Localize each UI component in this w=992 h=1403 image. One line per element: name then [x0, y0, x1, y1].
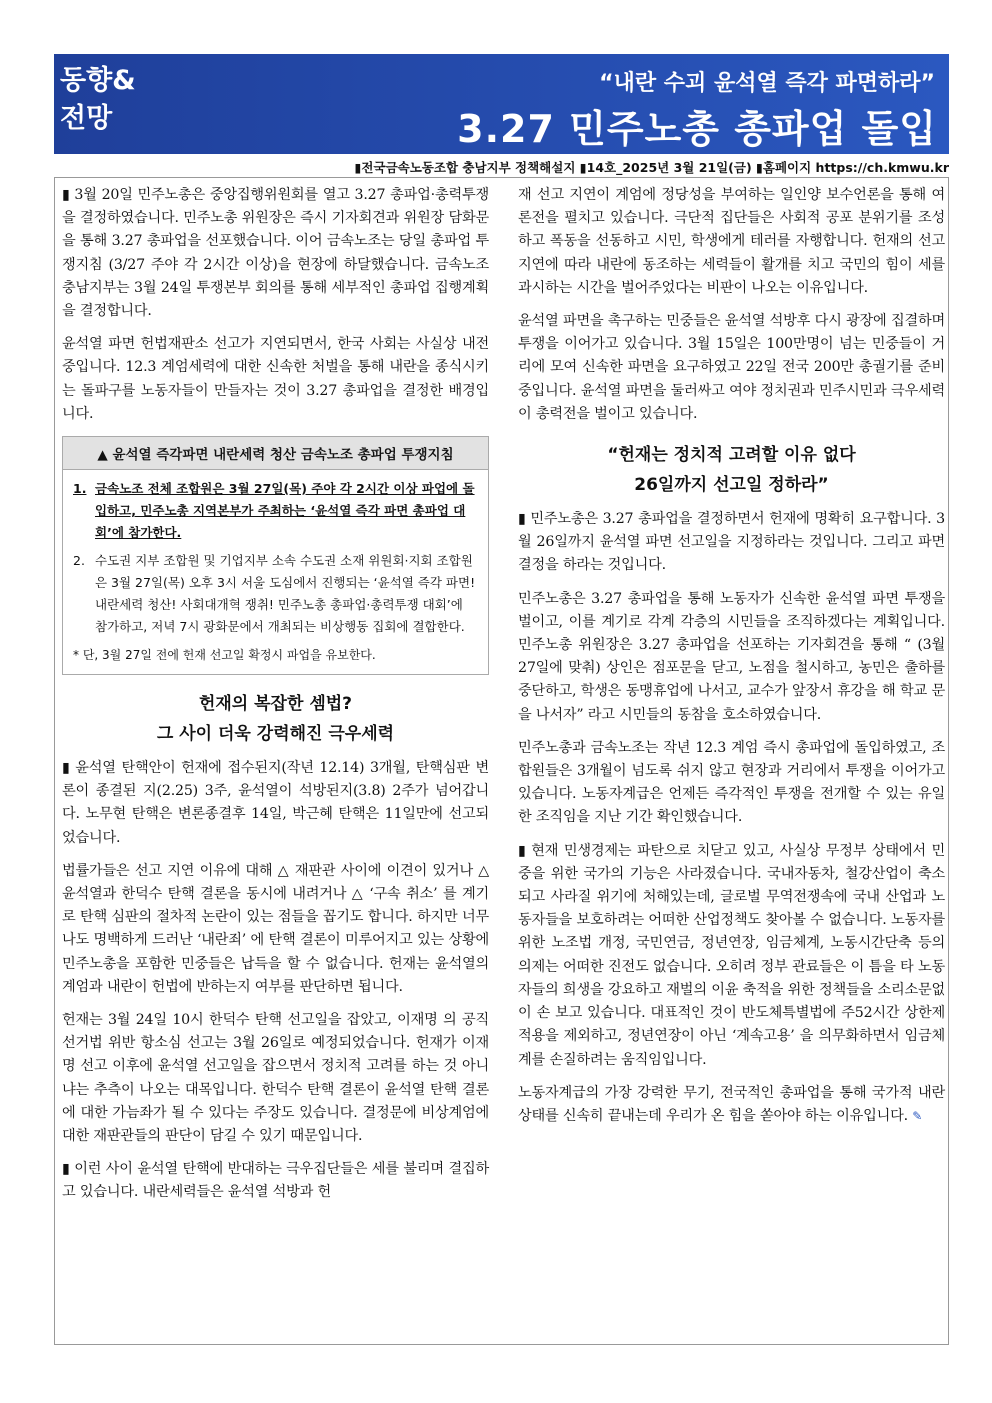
paragraph: 헌재는 3월 24일 10시 한덕수 탄핵 선고일을 잡았고, 이재명 의 공직선거법 위반 항소심 선고는 3월 26일로 예정되었습니다. 헌재가 이재명 선고 이후에 윤석열 선고일을 잡으면서 정치적 고려를 하는 것 아니냐는 추측이 나오는 대목입니다. 한덕수 탄핵 결론이 윤석열 탄핵 결론에 대한 가늠좌가 될 수 있다는 주장도 있습니다. 결정문에 비상계엄에 대한 재판관들의 판단이 담길 수 있기 때문입니다. [62, 1012, 489, 1145]
paragraph-final [518, 1082, 945, 1128]
paragraph: ▮ 윤석열 탄핵안이 헌재에 접수된지(작년 12.14) 3개월, 탄핵심판 변론이 종결된 지(2.25) 3주, 윤석열이 석방된지(3.8) 2주가 넘어갑니다. 노무현 탄핵은 변론종결후 14일, 박근혜 탄핵은 11일만에 선고되었습니다. [62, 760, 489, 846]
heading-line: 그 사이 더욱 강력해진 극우세력 [156, 724, 395, 745]
paragraph: ▮ 민주노총은 3.27 총파업을 결정하면서 헌재에 명확히 요구합니다. 3월 26일까지 윤석열 파면 선고일을 지정하라는 것입니다. 그리고 파면 결정을 하라는 것입니다. [518, 511, 945, 574]
quote-title: “내란 수괴 윤석열 즉각 파면하라” [599, 71, 935, 96]
brand-line1: 동향& [60, 65, 136, 96]
brand-logo [60, 62, 136, 138]
item-number: 2. [73, 553, 85, 569]
publication-meta: ▮전국금속노동조합 충남지부 정책해설지 ▮14호_2025년 3월 21일(금) ▮홈페이지 https://ch.kmwu.kr [354, 160, 949, 175]
paragraph: ▮ 현재 민생경제는 파탄으로 치닫고 있고, 사실상 무정부 상태에서 민중을 위한 국가의 기능은 사라졌습니다. 국내자동차, 철강산업이 축소되고 사라질 위기에 처해있는데, 글로벌 무역전쟁속에 국내 산업과 노동자들을 보호하려는 어떠한 산업정책도 찾아볼 수 없습니다. 노동자를 위한 노조법 개정, 국민연금, 정년연장, 임금체계, 노동시간단축 등의 의제는 어떠한 진전도 없습니다. 오히려 정부 관료들은 이 틈을 타 노동자들의 희생을 강요하고 재벌의 이윤 축적을 위한 정책들을 소리소문없이 손 보고 있습니다. 대표적인 것이 반도체특별법에 주52시간 상한제 적용을 제외하고, 정년연장이 아닌 ‘계속고용’ 을 의무화하면서 임금체계를 손질하려는 움직임입니다. [518, 842, 945, 1068]
box-note: * 단, 3월 27일 전에 헌재 선고일 확정시 파업을 유보한다. [73, 648, 376, 663]
section-heading [518, 440, 945, 500]
item-text: 금속노조 전체 조합원은 3월 27일(목) 주야 각 2시간 이상 파업에 돌입하고, 민주노총 지역본부가 주최하는 ‘윤석열 즉각 파면 총파업 대회’에 참가한다. [95, 481, 475, 541]
right-column [518, 184, 945, 1138]
section-heading [62, 689, 489, 749]
left-column [62, 184, 489, 1215]
paragraph: ▮ 이런 사이 윤석열 탄핵에 반대하는 극우집단들은 세를 불리며 결집하고 있습니다. 내란세력들은 윤석열 석방과 헌 [62, 1161, 489, 1201]
paragraph-text: 노동자계급의 가장 강력한 무기, 전국적인 총파업을 통해 국가적 내란상태를 신속히 끝내는데 우리가 온 힘을 쏟아야 하는 이유입니다. [518, 1084, 945, 1124]
box-body [63, 470, 488, 674]
guideline-item [73, 478, 478, 544]
item-number: 1. [73, 481, 87, 497]
paragraph: 윤석열 파면을 촉구하는 민중들은 윤석열 석방후 다시 광장에 집결하며 투쟁을 이어가고 있습니다. 3월 15일은 100만명이 넘는 민중들이 거리에 모여 신속한 파면을 요구하였고 22일 전국 200만 총궐기를 준비중입니다. 윤석열 파면을 둘러싸고 여야 정치권과 민주시민과 극우세력이 총력전을 벌이고 있습니다. [518, 313, 945, 422]
paragraph: 재 선고 지연이 계엄에 정당성을 부여하는 일인양 보수언론을 통해 여론전을 펼치고 있습니다. 극단적 집단들은 사회적 공포 분위기를 조성하고 폭동을 선동하고 시민, 학생에게 테러를 자행합니다. 헌재의 선고 지연에 따라 내란에 동조하는 세력들이 활개를 치고 국민의 힘이 세를 과시하는 시간을 벌어주었다는 비판이 나오는 이유입니다. [518, 187, 945, 296]
strike-guideline-box [62, 436, 489, 675]
box-title: ▲ 윤석열 즉각파면 내란세력 청산 금속노조 총파업 투쟁지침 [63, 437, 488, 470]
heading-line: “헌재는 정치적 고려할 이유 없다 [607, 445, 856, 466]
header-banner [54, 54, 949, 154]
paragraph: 민주노총과 금속노조는 작년 12.3 계엄 즉시 총파업에 돌입하였고, 조합원들은 3개월이 넘도록 쉬지 않고 현장과 거리에서 투쟁을 이어가고 있습니다. 노동자계급은 언제든 즉각적인 투쟁을 전개할 수 있는 유일한 조직임을 지난 기간 확인했습니다. [518, 739, 945, 826]
heading-line: 26일까지 선고일 정하라” [634, 475, 829, 496]
page-title: 3.27 민주노총 총파업 돌입 [457, 107, 937, 151]
paragraph: 민주노총은 3.27 총파업을 통해 노동자가 신속한 윤석열 파면 투쟁을 벌이고, 이를 계기로 각계 각층의 시민들을 조직하겠다는 계획입니다. 민주노총 위원장은 3.27 총파업을 선포하는 기자회견을 통해 “ (3월 27일에 맞춰) 상인은 점포문을 닫고, 노점을 철시하고, 농민은 출하를 중단하고, 학생은 동맹휴업에 나서고, 교수가 앞장서 휴강을 해 학교 문을 나서자” 라고 시민들의 동참을 호소하였습니다. [518, 590, 945, 723]
heading-line: 헌재의 복잡한 셈법? [198, 694, 353, 715]
paragraph: ▮ 3월 20일 민주노총은 중앙집행위원회를 열고 3.27 총파업·총력투쟁을 결정하였습니다. 민주노총 위원장은 즉시 기자회견과 위원장 담화문을 통해 3.27 총파업을 선포했습니다. 이어 금속노조는 당일 총파업 투쟁지침 (3/27 주야 각 2시간 이상)을 현장에 하달했습니다. 금속노조 충남지부는 3월 24일 투쟁본부 회의를 통해 세부적인 총파업 집행계획을 결정합니다. [62, 187, 489, 320]
item-text: 수도권 지부 조합원 및 기업지부 소속 수도권 소재 위원회·지회 조합원은 3월 27일(목) 오후 3시 서울 도심에서 진행되는 ‘윤석열 즉각 파면! 내란세력 청산! 사회대개혁 쟁취! 민주노총 총파업·총력투쟁 대회’에 참가하고, 저녁 7시 광화문에서 개최되는 비상행동 집회에 결합한다. [95, 553, 476, 635]
paragraph: 윤석열 파면 헌법재판소 선고가 지연되면서, 한국 사회는 사실상 내전중입니다. 12.3 계엄세력에 대한 신속한 처벌을 통해 내란을 종식시키는 돌파구를 노동자들이 만들자는 것이 3.27 총파업을 결정한 배경입니다. [62, 336, 489, 422]
guideline-item [73, 550, 478, 638]
end-mark-icon: ✎ [912, 1108, 923, 1123]
paragraph: 법률가들은 선고 지연 이유에 대해 △ 재판관 사이에 이견이 있거나 △ 윤석열과 한덕수 탄핵 결론을 동시에 내려거나 △ ‘구속 취소’ 를 계기로 탄핵 심판의 절차적 논란이 있는 점들을 꼽기도 합니다. 하지만 너무나도 명백하게 드러난 ‘내란죄’ 에 탄핵 결론이 미루어지고 있는 상황에 민주노총을 포함한 민중들은 납득을 할 수 없습니다. 헌재는 윤석열의 계엄과 내란이 헌법에 반하는지 여부를 판단하면 됩니다. [62, 862, 489, 995]
brand-line2: 전망 [60, 103, 113, 134]
